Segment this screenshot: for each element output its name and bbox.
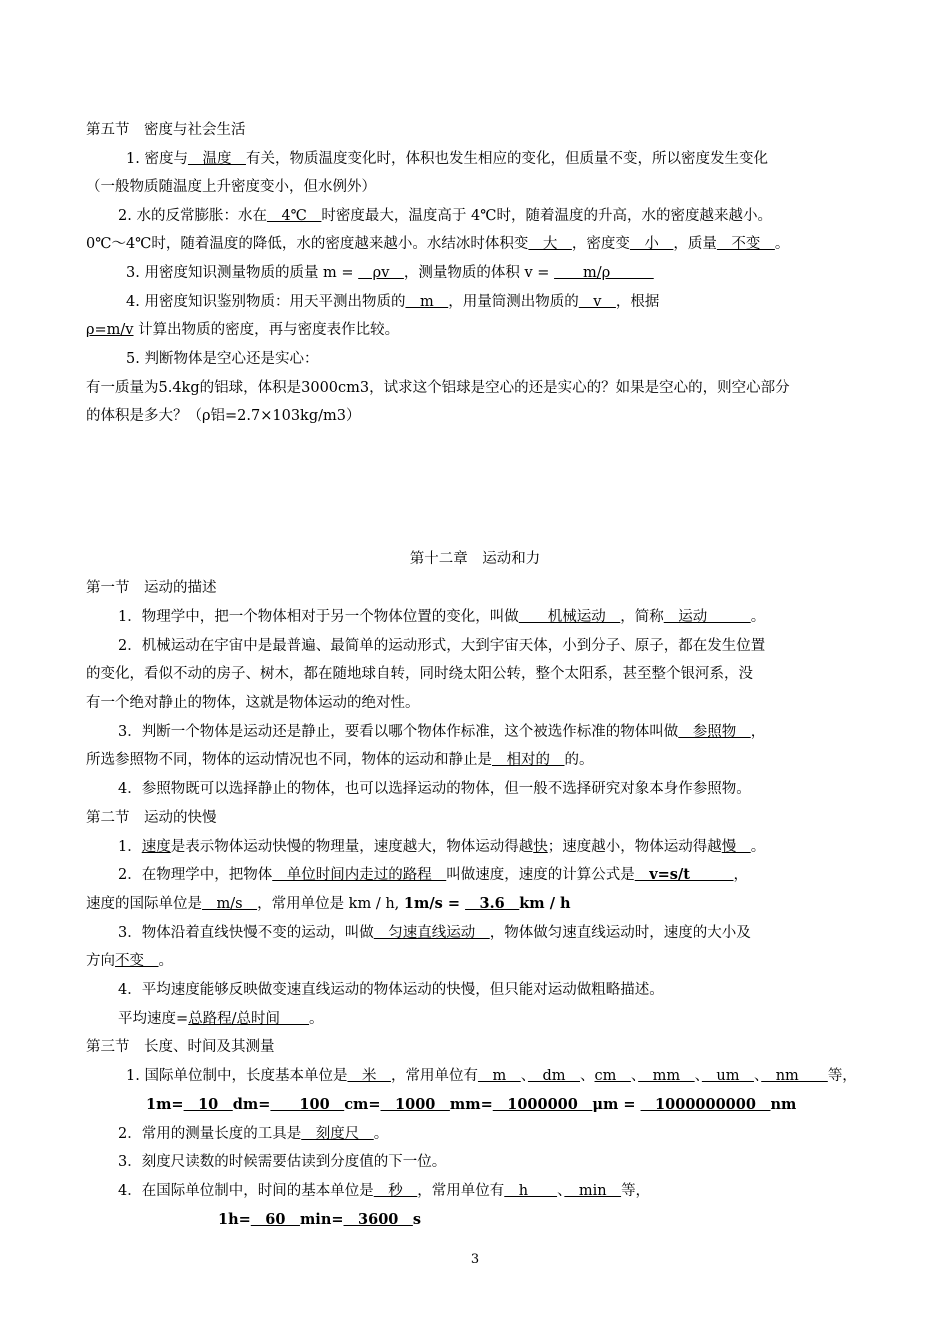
paragraph-line: 1m= 10 dm= 100 cm= 1000 mm= 1000000 μm = 1000000000 nm xyxy=(146,1096,797,1113)
section-title: 第二节 运动的快慢 xyxy=(86,810,217,826)
paragraph-line: 2．机械运动在宇宙中是最普遍、最简单的运动形式，大到宇宙天体，小到分子、原子，都在发生位置 xyxy=(118,638,766,654)
paragraph-line: 有一个绝对静止的物体，这就是物体运动的绝对性。 xyxy=(86,695,420,711)
paragraph-line: 的体积是多大？（ρ铝=2.7×103kg/m3） xyxy=(86,408,361,424)
paragraph-line: 3．判断一个物体是运动还是静止，要看以哪个物体作标准，这个被选作标准的物体叫做 参照物 ， xyxy=(118,724,766,740)
section-title: 第五节 密度与社会生活 xyxy=(86,122,246,138)
paragraph-line: 1. 密度与 温度 有关，物质温度变化时，体积也发生相应的变化，但质量不变，所以密度发生变化 xyxy=(126,151,768,167)
paragraph-line: 3. 用密度知识测量物质的质量 m = ρv ，测量物质的体积 v = m/ρ xyxy=(126,265,654,281)
paragraph-line: 1h= 60 min= 3600 s xyxy=(218,1211,422,1228)
paragraph-line: 所选参照物不同，物体的运动情况也不同，物体的运动和静止是 相对的 的。 xyxy=(86,752,594,768)
paragraph-line: 0℃～4℃时，随着温度的降低，水的密度越来越小。水结冰时体积变 大 ，密度变 小 ，质量 不变 。 xyxy=(86,236,790,252)
paragraph-line: 的变化，看似不动的房子、树木，都在随地球自转，同时绕太阳公转，整个太阳系，甚至整个银河系，没 xyxy=(86,666,753,682)
paragraph-line: 1．物理学中，把一个物体相对于另一个物体位置的变化，叫做 机械运动 ，简称 运动 。 xyxy=(118,609,766,625)
paragraph-line: 5. 判断物体是空心还是实心： xyxy=(126,351,319,367)
section-title: 第一节 运动的描述 xyxy=(86,580,217,596)
chapter-title: 第十二章 运动和力 xyxy=(409,551,541,567)
paragraph-line: ρ=m/v 计算出物质的密度，再与密度表作比较。 xyxy=(86,322,400,338)
paragraph-line: 1．速度是表示物体运动快慢的物理量，速度越大，物体运动得越快；速度越小，物体运动得越慢 。 xyxy=(118,839,766,855)
paragraph-line: 速度的国际单位是 m/s ，常用单位是 km / h, 1m/s = 3.6 km / h xyxy=(86,895,571,912)
paragraph-line: 2．在物理学中，把物体 单位时间内走过的路程 叫做速度，速度的计算公式是 v=s/t ， xyxy=(118,866,748,883)
paragraph-line: 1. 国际单位制中，长度基本单位是 米 ，常用单位有 m 、 dm 、cm 、 mm 、 um 、 nm 等， xyxy=(126,1068,857,1084)
paragraph-line: （一般物质随温度上升密度变小，但水例外） xyxy=(86,179,376,195)
paragraph-line: 4．参照物既可以选择静止的物体，也可以选择运动的物体，但一般不选择研究对象本身作参照物。 xyxy=(118,781,751,797)
paragraph-line: 3．物体沿着直线快慢不变的运动，叫做 匀速直线运动 ，物体做匀速直线运动时，速度的大小及 xyxy=(118,925,751,941)
paragraph-line: 方向不变 。 xyxy=(86,953,173,969)
page-number: 3 xyxy=(470,1252,480,1267)
paragraph-line: 4. 用密度知识鉴别物质：用天平测出物质的 m ，用量筒测出物质的 v ，根据 xyxy=(126,294,660,310)
paragraph-line: 平均速度=总路程/总时间 。 xyxy=(118,1011,324,1027)
paragraph-line: 2. 水的反常膨胀：水在 4℃ 时密度最大，温度高于 4℃时，随着温度的升高，水的密度越来越小。 xyxy=(118,208,772,224)
paragraph-line: 有一质量为5.4kg的铝球，体积是3000cm3，试求这个铝球是空心的还是实心的？如果是空心的，则空心部分 xyxy=(86,380,790,396)
section-title: 第三节 长度、时间及其测量 xyxy=(86,1039,275,1055)
paragraph-line: 2．常用的测量长度的工具是 刻度尺 。 xyxy=(118,1126,389,1142)
paragraph-line: 3．刻度尺读数的时候需要估读到分度值的下一位。 xyxy=(118,1154,447,1170)
paragraph-line: 4．在国际单位制中，时间的基本单位是 秒 ，常用单位有 h 、 min 等， xyxy=(118,1183,651,1199)
paragraph-line: 4．平均速度能够反映做变速直线运动的物体运动的快慢，但只能对运动做粗略描述。 xyxy=(118,982,664,998)
